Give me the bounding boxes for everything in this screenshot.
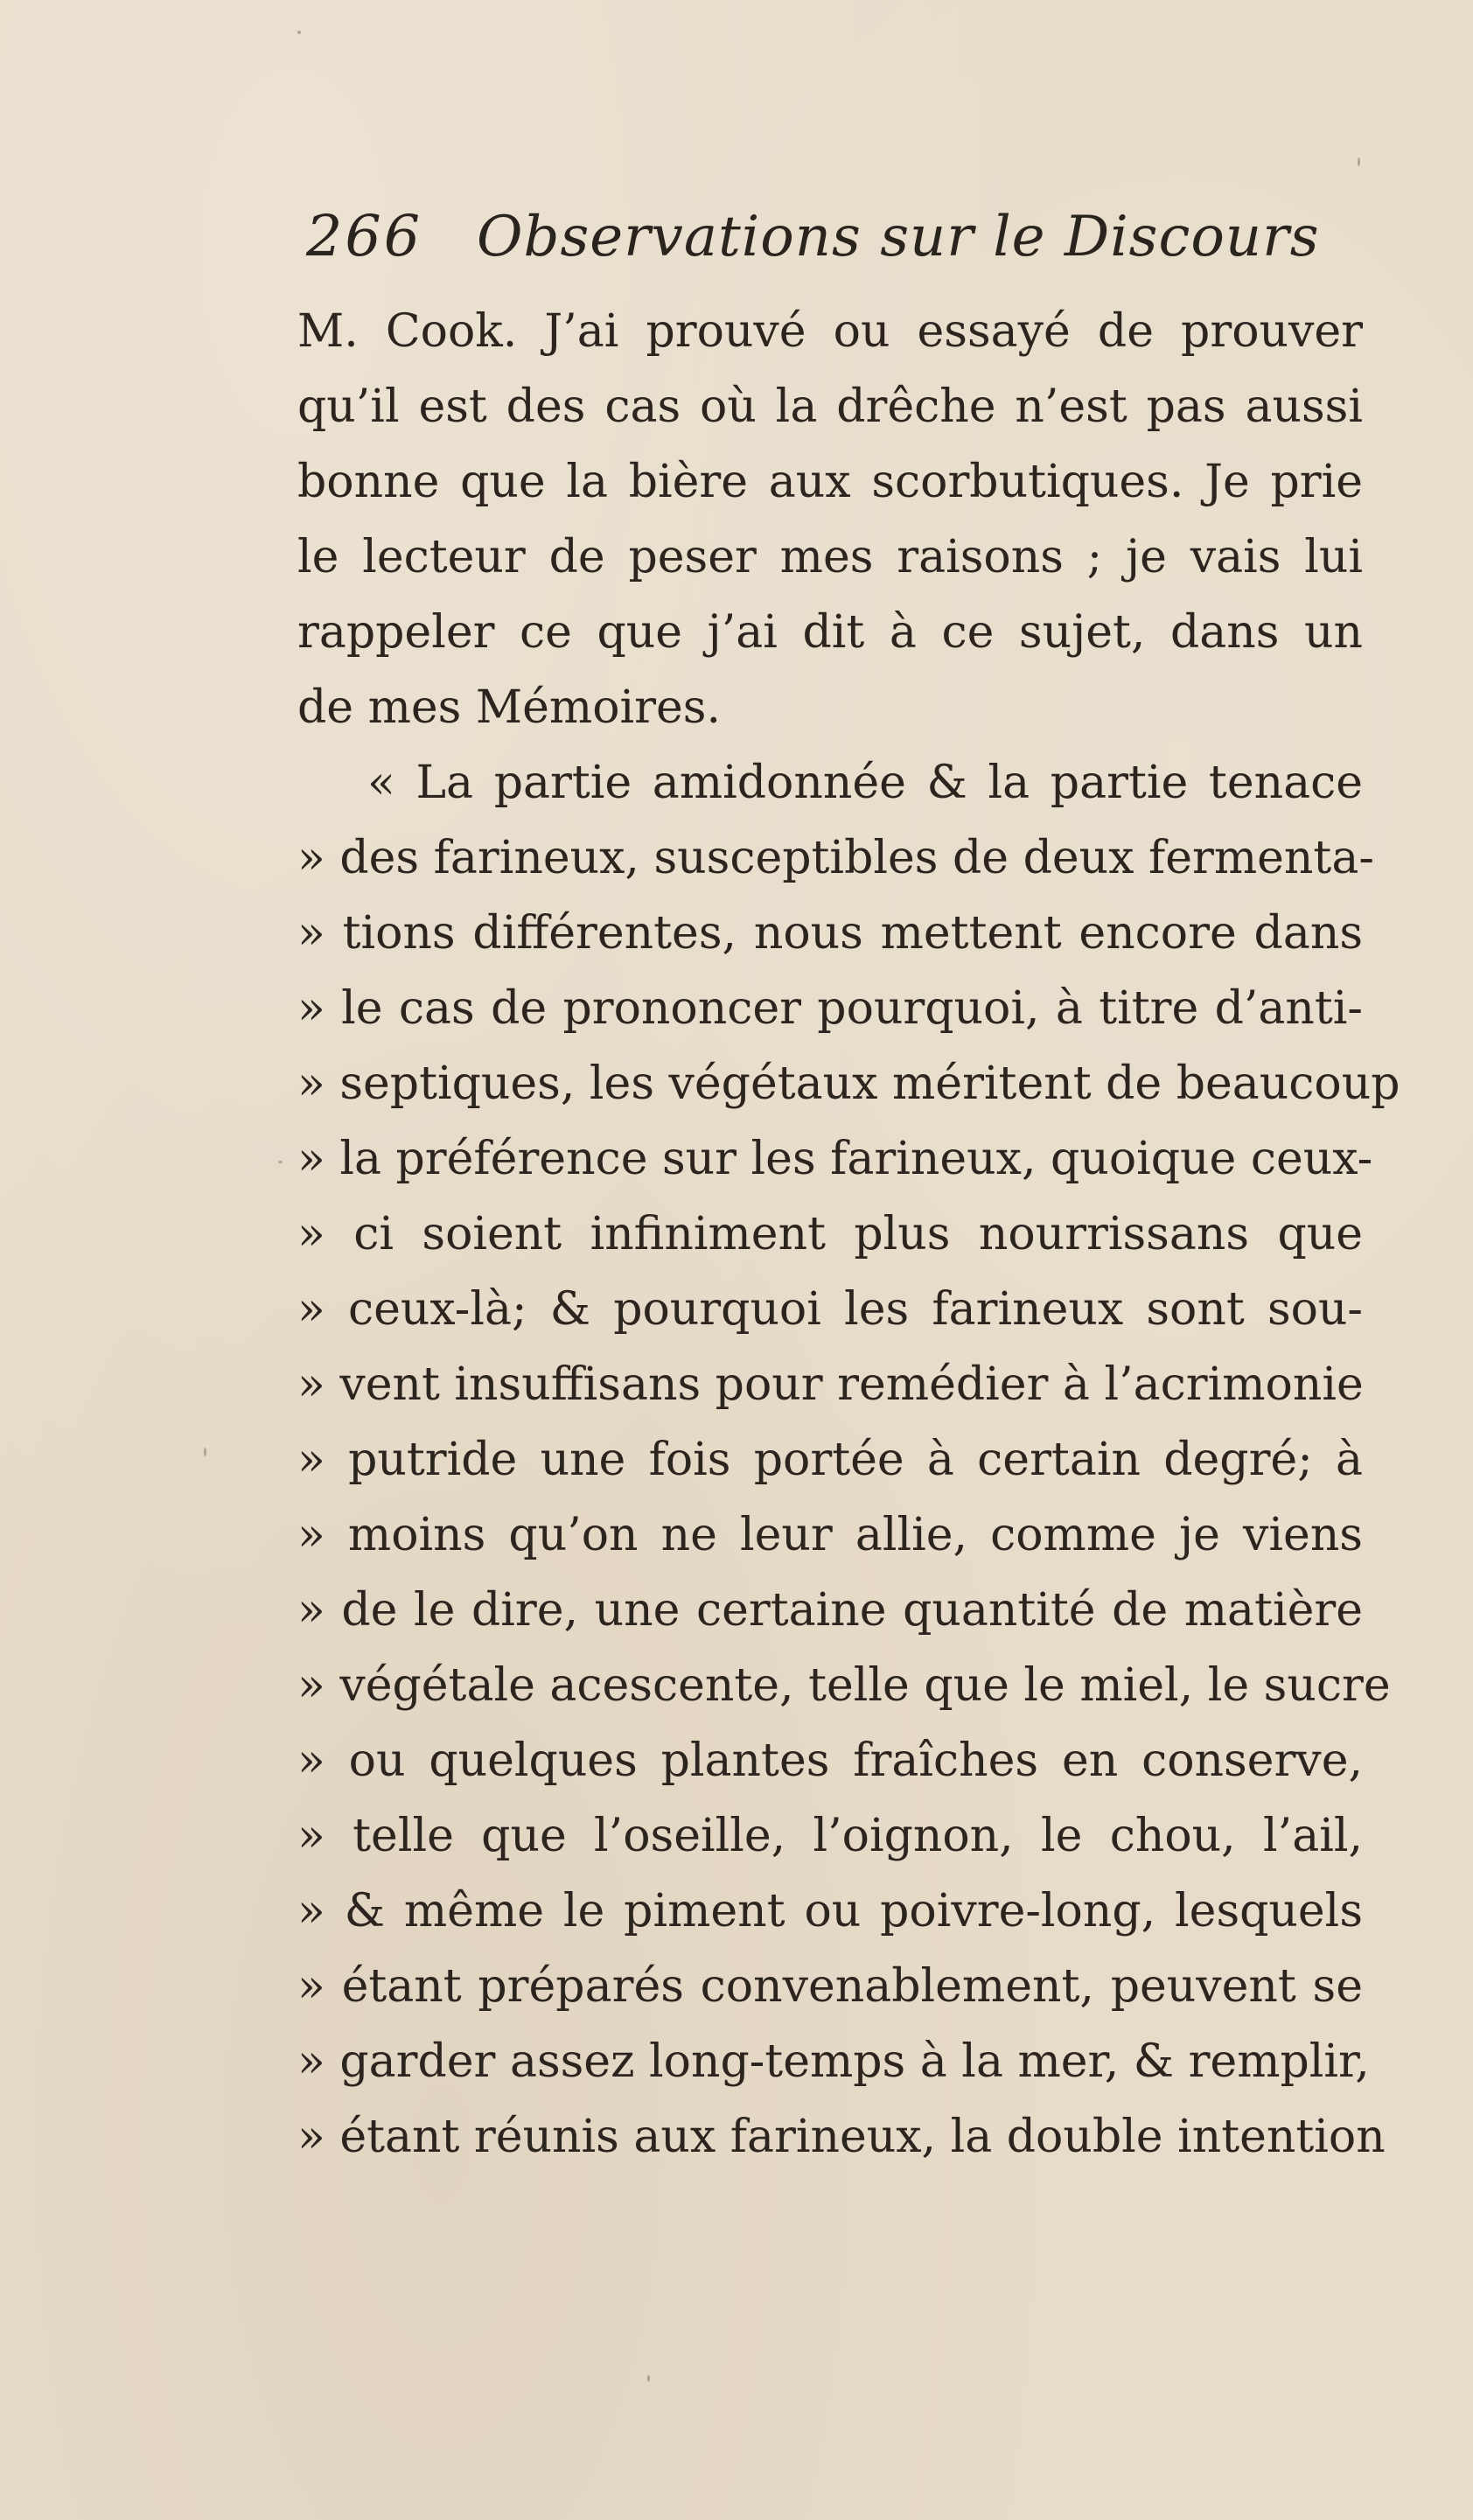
text-line-11: » septiques, les végétaux méritent de beaucoup (297, 1058, 1400, 1110)
text-line-01: M. Cook. J’ai prouvé ou essayé de prouver (297, 305, 1363, 358)
paper-speck (1358, 157, 1360, 166)
text-line-25: » étant réunis aux farineux, la double intention (297, 2111, 1386, 2163)
text-line-08: » des farineux, susceptibles de deux fermenta- (297, 832, 1374, 884)
text-line-14: » ceux-là; & pourquoi les farineux sont sou- (297, 1283, 1363, 1336)
text-line-04: le lecteur de peser mes raisons ; je vais lui (297, 531, 1363, 583)
text-line-22: » & même le piment ou poivre-long, lesquels (297, 1885, 1363, 1937)
paper-speck (297, 31, 301, 34)
text-line-15: » vent insuffisans pour remédier à l’acrimonie (297, 1358, 1364, 1411)
text-line-12: » la préférence sur les farineux, quoique ceux- (297, 1133, 1373, 1185)
text-line-18: » de le dire, une certaine quantité de matière (297, 1584, 1363, 1637)
text-line-07: « La partie amidonnée & la partie tenace (367, 757, 1363, 809)
text-line-13: » ci soient infiniment plus nourrissans que (297, 1208, 1363, 1260)
text-line-23: » étant préparés convenablement, peuvent se (297, 1960, 1363, 2013)
running-head: Observations sur le Discours (477, 205, 1320, 269)
text-line-20: » ou quelques plantes fraîches en conserve, (297, 1735, 1363, 1787)
text-line-06: de mes Mémoires. (297, 681, 721, 734)
paper-speck (278, 1161, 283, 1163)
text-line-10: » le cas de prononcer pourquoi, à titre d’anti- (297, 982, 1363, 1035)
text-line-19: » végétale acescente, telle que le miel, le sucre (297, 1659, 1391, 1712)
text-line-09: » tions différentes, nous mettent encore dans (297, 907, 1363, 960)
page-number: 266 (306, 204, 423, 269)
page-header (0, 199, 1473, 275)
text-line-24: » garder assez long-temps à la mer, & remplir, (297, 2035, 1370, 2088)
text-line-05: rappeler ce que j’ai dit à ce sujet, dans un (297, 606, 1363, 659)
body-text (297, 294, 1400, 2174)
text-line-03: bonne que la bière aux scorbutiques. Je prie (297, 456, 1363, 508)
text-line-02: qu’il est des cas où la drêche n’est pas aussi (297, 380, 1363, 433)
paper-speck (647, 2375, 650, 2382)
text-line-17: » moins qu’on ne leur allie, comme je viens (297, 1509, 1363, 1561)
paper-speck (204, 1448, 206, 1456)
text-line-16: » putride une fois portée à certain degré; à (297, 1434, 1363, 1486)
text-line-21: » telle que l’oseille, l’oignon, le chou, l’ail, (297, 1810, 1363, 1862)
